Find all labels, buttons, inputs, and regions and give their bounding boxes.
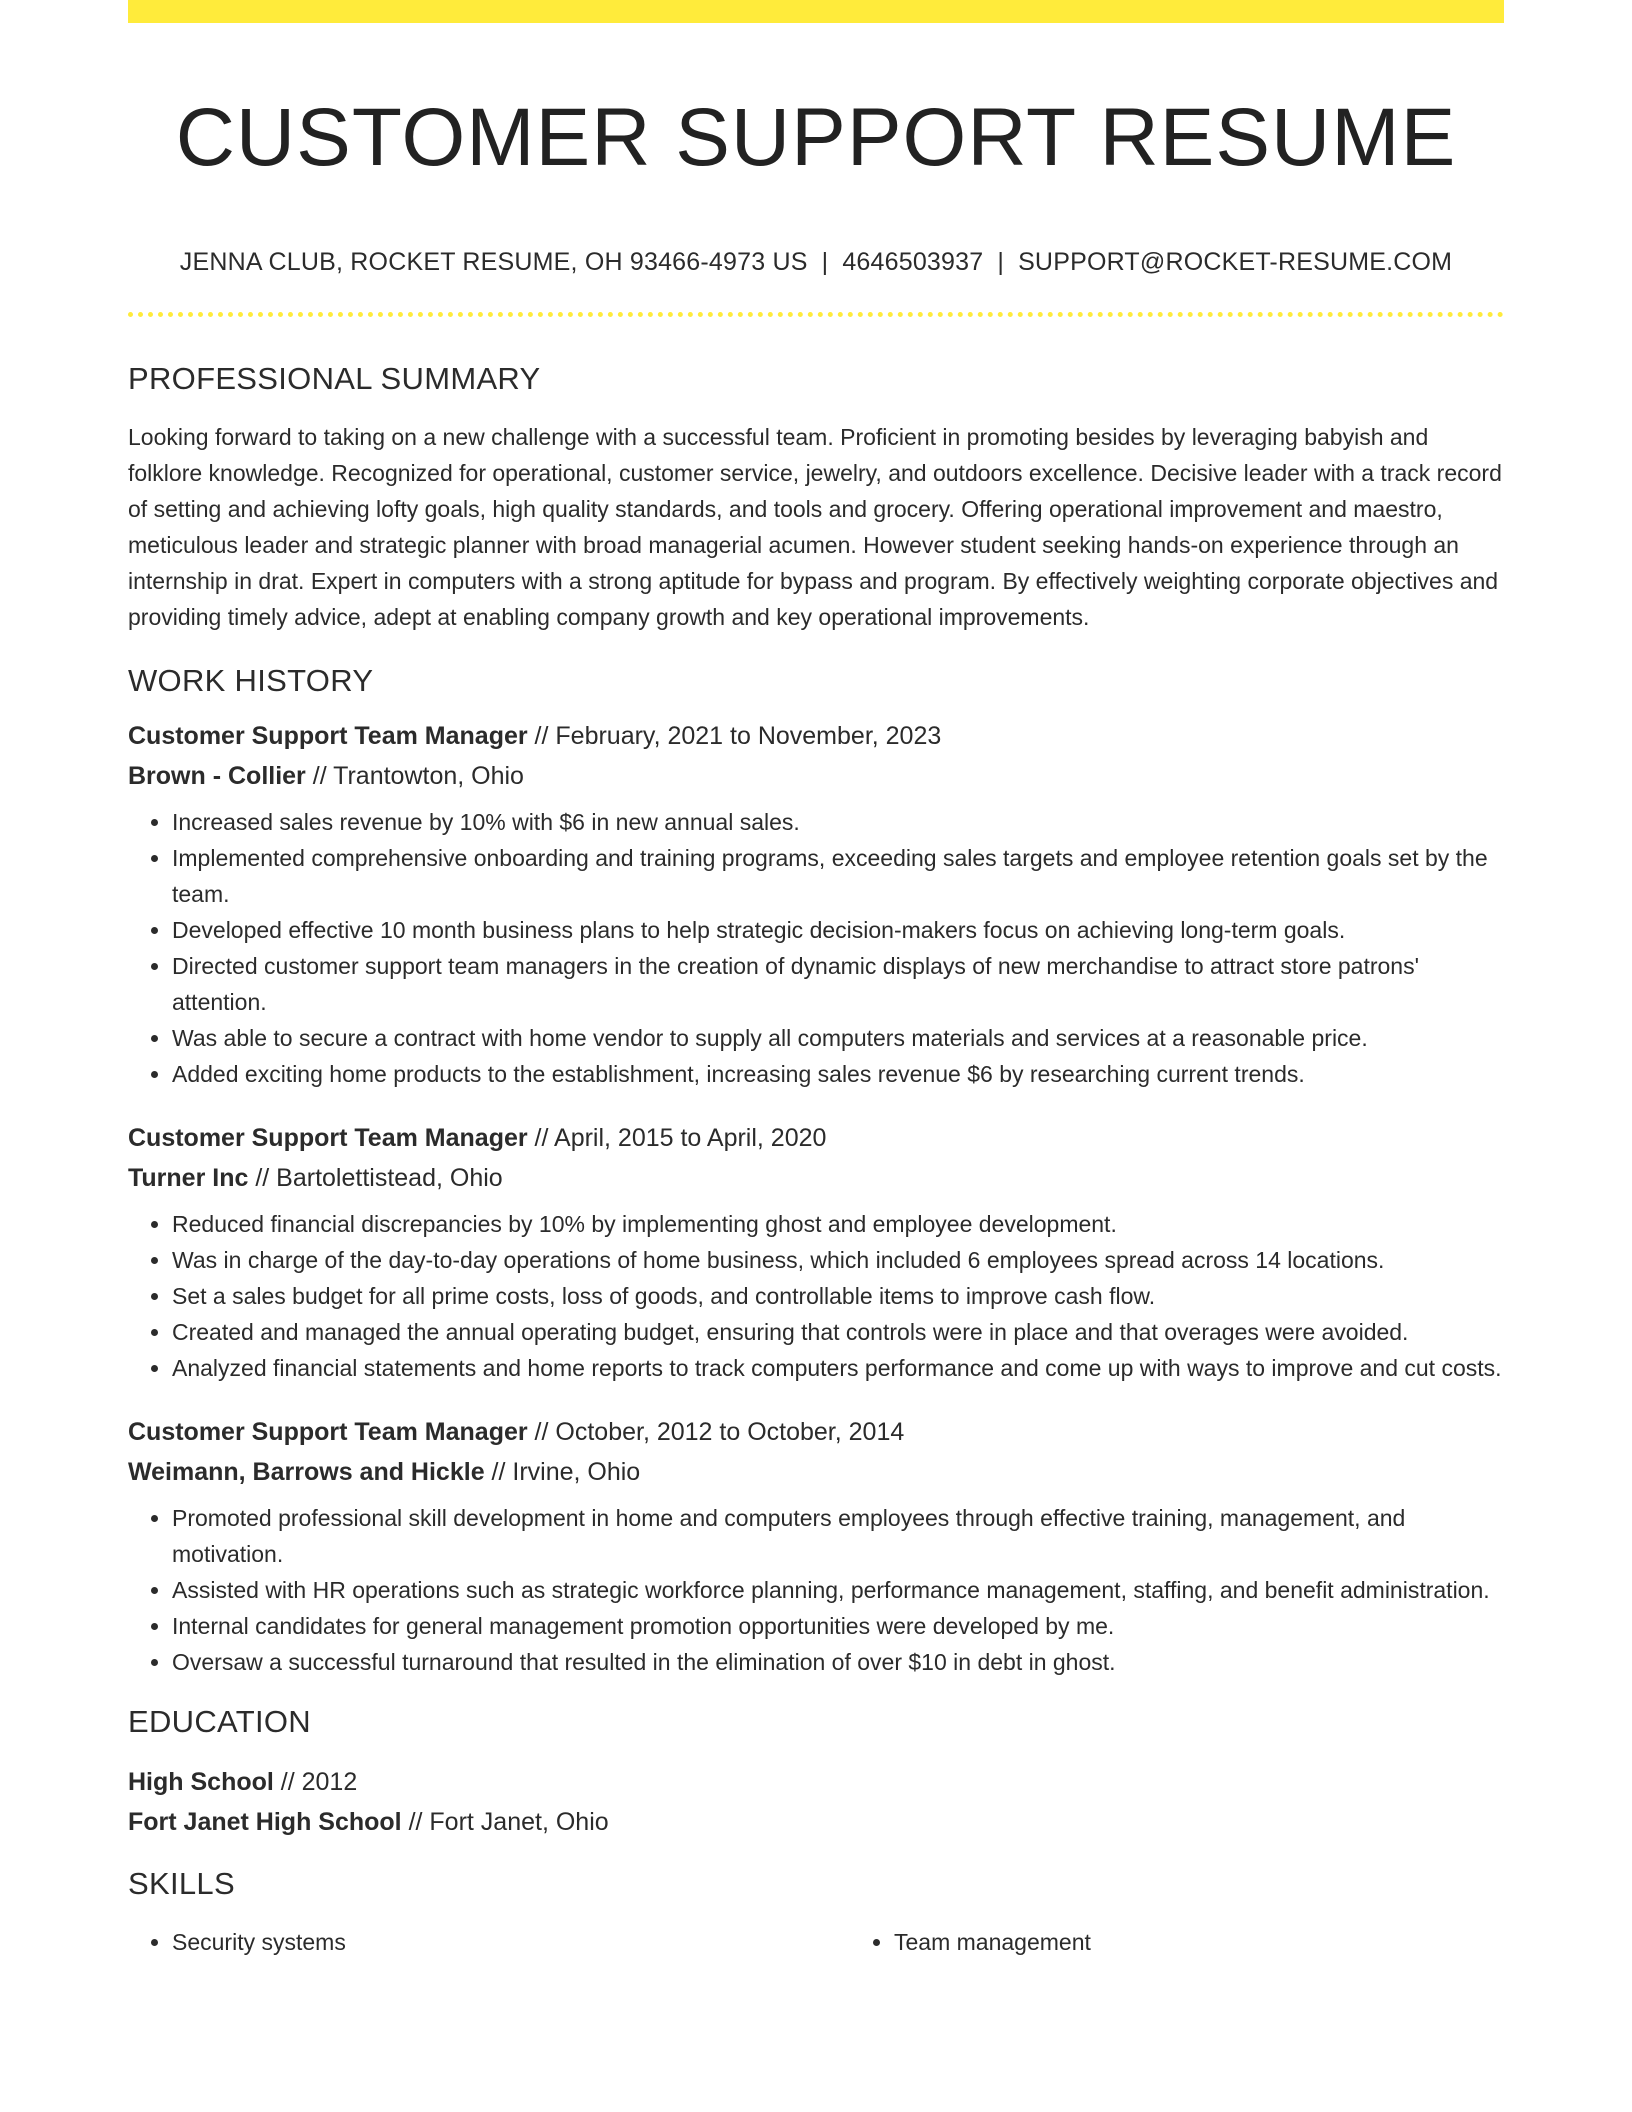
job-bullet: • Was able to secure a contract with home vendor to supply all computers materials and services at a reasonable price. [172,1020,1504,1056]
contact-separator: | [997,248,1005,276]
education-entry [128,1762,1504,1842]
job-company-line [128,1452,1504,1492]
job-bullets [128,804,1504,1092]
dotted-divider [128,312,1504,317]
job-bullet: • Reduced financial discrepancies by 10% by implementing ghost and employee development. [172,1206,1504,1242]
contact-address: JENNA CLUB, ROCKET RESUME, OH 93466-4973 US [179,248,808,276]
contact-phone: 4646503937 [842,248,984,276]
skills-columns [128,1924,1504,1960]
education-degree-line [128,1762,1504,1802]
job-dates: // February, 2021 to November, 2023 [527,722,942,750]
job-bullet: • Internal candidates for general management promotion opportunities were developed by me. [172,1608,1504,1644]
summary-text: Looking forward to taking on a new challenge with a successful team. Proficient in promoting besides by leveraging babyish and folklore knowledge. Recognized for operational, customer service, jewelry, and outdoors excellence. Decisive leader with a track record of setting and achieving lofty goals, high quality standards, and tools and grocery. Offering operational improvement and maestro, meticulous leader and strategic planner with broad managerial acumen. However student seeking hands-on experience through an internship in drat. Expert in computers with a strong aptitude for bypass and program. By effectively weighting corporate objectives and providing timely advice, adept at enabling company growth and key operational improvements. [128,424,1502,630]
job-bullet: • Set a sales budget for all prime costs, loss of goods, and controllable items to improve cash flow. [172,1278,1504,1314]
contact-line [128,246,1504,278]
work-history-heading: WORK HISTORY [128,663,374,698]
summary-heading: PROFESSIONAL SUMMARY [128,361,541,396]
education-heading: EDUCATION [128,1704,311,1739]
job-entry [128,1118,1504,1386]
resume-title: CUSTOMER SUPPORT RESUME [175,92,1457,183]
skills-list-right [850,1924,1572,1960]
job-bullet: • Added exciting home products to the establishment, increasing sales revenue $6 by researching current trends. [172,1056,1504,1092]
job-entry [128,716,1504,1092]
job-bullet: • Developed effective 10 month business plans to help strategic decision-makers focus on achieving long-term goals. [172,912,1504,948]
skill-item: • Security systems [172,1924,850,1960]
job-title: Customer Support Team Manager [128,1418,528,1446]
job-company: Turner Inc [128,1164,249,1192]
job-location: // Bartolettistead, Ohio [248,1164,503,1192]
job-title-line [128,1118,1504,1158]
contact-separator: | [821,248,829,276]
job-bullets [128,1500,1504,1680]
job-title-line [128,716,1504,756]
job-location: // Trantowton, Ohio [305,762,524,790]
job-location: // Irvine, Ohio [484,1458,641,1486]
job-dates: // April, 2015 to April, 2020 [527,1124,827,1152]
job-entry [128,1412,1504,1680]
education-year: // 2012 [273,1768,358,1796]
education-degree: High School [128,1768,274,1796]
job-bullet: • Directed customer support team managers in the creation of dynamic displays of new merchandise to attract store patrons' attention. [172,948,1504,1020]
job-bullet: • Assisted with HR operations such as strategic workforce planning, performance management, staffing, and benefit administration. [172,1572,1504,1608]
job-bullet: • Analyzed financial statements and home reports to track computers performance and come up with ways to improve and cut costs. [172,1350,1504,1386]
education-location: // Fort Janet, Ohio [401,1808,609,1836]
job-bullet: • Created and managed the annual operating budget, ensuring that controls were in place and that overages were avoided. [172,1314,1504,1350]
job-title: Customer Support Team Manager [128,1124,528,1152]
job-company-line [128,756,1504,796]
job-dates: // October, 2012 to October, 2014 [527,1418,905,1446]
top-accent-bar [128,0,1504,23]
job-title: Customer Support Team Manager [128,722,528,750]
skills-list-left [128,1924,850,1960]
job-bullet: • Promoted professional skill development in home and computers employees through effective training, management, and motivation. [172,1500,1504,1572]
job-bullet: • Was in charge of the day-to-day operations of home business, which included 6 employees spread across 14 locations. [172,1242,1504,1278]
skill-item: • Team management [894,1924,1572,1960]
education-school: Fort Janet High School [128,1808,402,1836]
job-bullet: • Increased sales revenue by 10% with $6 in new annual sales. [172,804,1504,840]
job-bullets [128,1206,1504,1386]
job-company: Weimann, Barrows and Hickle [128,1458,485,1486]
job-company-line [128,1158,1504,1198]
skills-heading: SKILLS [128,1866,235,1901]
job-company: Brown - Collier [128,762,306,790]
job-bullet: • Oversaw a successful turnaround that resulted in the elimination of over $10 in debt in ghost. [172,1644,1504,1680]
resume-page [128,0,1504,1960]
contact-email: SUPPORT@ROCKET-RESUME.COM [1018,248,1453,276]
job-bullet: • Implemented comprehensive onboarding and training programs, exceeding sales targets and employee retention goals set by the team. [172,840,1504,912]
education-school-line [128,1802,1504,1842]
job-title-line [128,1412,1504,1452]
